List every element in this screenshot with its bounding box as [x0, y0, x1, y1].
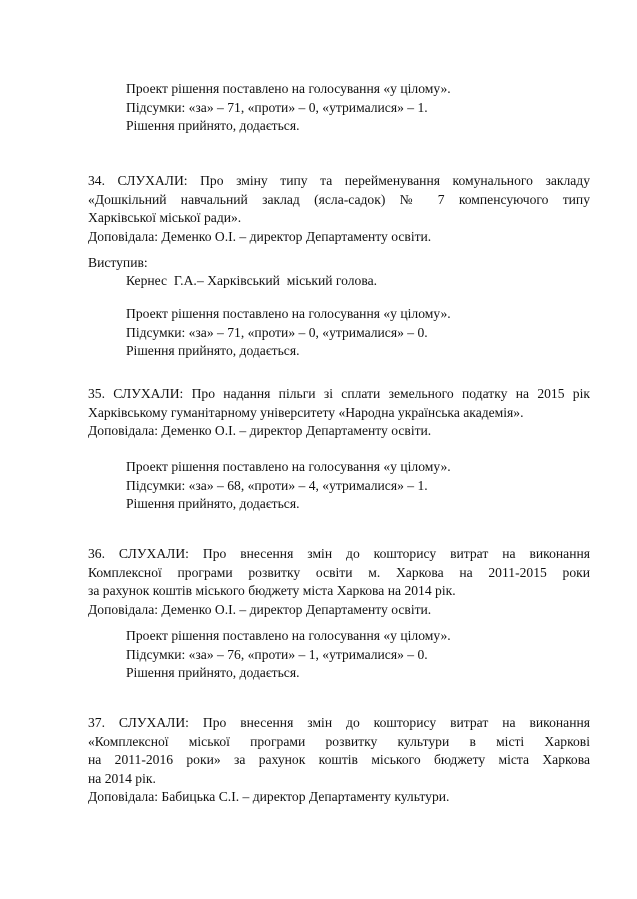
heading-line: 36. СЛУХАЛИ: Про внесення змін до кошторису витрат на виконання: [88, 546, 590, 561]
item36-vote-block: [126, 627, 596, 683]
heading-line: «Комплексної міської програми розвитку культури в місті Харкові: [88, 733, 590, 749]
reporter-line: Доповідала: Деменко О.І. – директор Департаменту освіти.: [88, 228, 432, 244]
vote-decision: Рішення прийнято, додається.: [126, 665, 300, 680]
speeches-label: Виступив:: [88, 255, 148, 270]
vote-decision: Рішення прийнято, додається.: [126, 118, 300, 133]
heading-line: Харківської міської ради».: [88, 210, 242, 225]
item34-heading: [88, 172, 590, 246]
item34-speaker-row: [126, 272, 596, 291]
vote-statement: Проект рішення поставлено на голосування «у цілому».: [126, 459, 451, 474]
heading-line: 37. СЛУХАЛИ: Про внесення змін до кошторису витрат на виконання: [88, 715, 590, 730]
heading-line: за рахунок коштів міського бюджету міста Харкова на 2014 рік.: [88, 583, 456, 598]
vote-statement: Проект рішення поставлено на голосування «у цілому».: [126, 628, 451, 643]
vote-results: Підсумки: «за» – 71, «проти» – 0, «утрималися» – 0.: [126, 324, 428, 340]
heading-line: «Дошкільний навчальний заклад (ясла-садок) № 7 компенсуючого типу: [88, 191, 590, 207]
item37-heading: [88, 714, 590, 807]
speaker-role: – Харківський міський голова.: [197, 273, 378, 288]
vote-decision: Рішення прийнято, додається.: [126, 343, 300, 358]
speaker-name: Кернес Г.А.: [126, 273, 197, 288]
vote-results: Підсумки: «за» – 71, «проти» – 0, «утрималися» – 1.: [126, 99, 428, 115]
vote-statement: Проект рішення поставлено на голосування «у цілому».: [126, 81, 451, 96]
heading-line: на 2014 рік.: [88, 770, 156, 786]
item34-vote-block: [126, 305, 596, 361]
vote-statement: Проект рішення поставлено на голосування «у цілому».: [126, 306, 451, 321]
heading-line: Комплексної програми розвитку освіти м. Харкова на 2011-2015 роки: [88, 564, 590, 580]
reporter-line: Доповідала: Бабицька С.І. – директор Департаменту культури.: [88, 789, 450, 804]
item33-vote-block: [126, 80, 596, 136]
item35-vote-block: [126, 458, 596, 514]
item35-heading: [88, 385, 590, 441]
item34-speeches: [88, 254, 590, 273]
item36-heading: [88, 545, 590, 619]
heading-line: Харківському гуманітарному університету «Народна українська академія».: [88, 404, 524, 420]
vote-results: Підсумки: «за» – 68, «проти» – 4, «утрималися» – 1.: [126, 477, 428, 493]
vote-results: Підсумки: «за» – 76, «проти» – 1, «утрималися» – 0.: [126, 646, 428, 662]
reporter-line: Доповідала: Деменко О.І. – директор Департаменту освіти.: [88, 423, 432, 438]
heading-line: 35. СЛУХАЛИ: Про надання пільги зі сплати земельного податку на 2015 рік: [88, 386, 590, 401]
heading-line: 34. СЛУХАЛИ: Про зміну типу та перейменування комунального закладу: [88, 173, 590, 188]
heading-line: на 2011-2016 роки» за рахунок коштів міського бюджету міста Харкова: [88, 752, 590, 767]
reporter-line: Доповідала: Деменко О.І. – директор Департаменту освіти.: [88, 601, 432, 617]
vote-decision: Рішення прийнято, додається.: [126, 496, 300, 511]
